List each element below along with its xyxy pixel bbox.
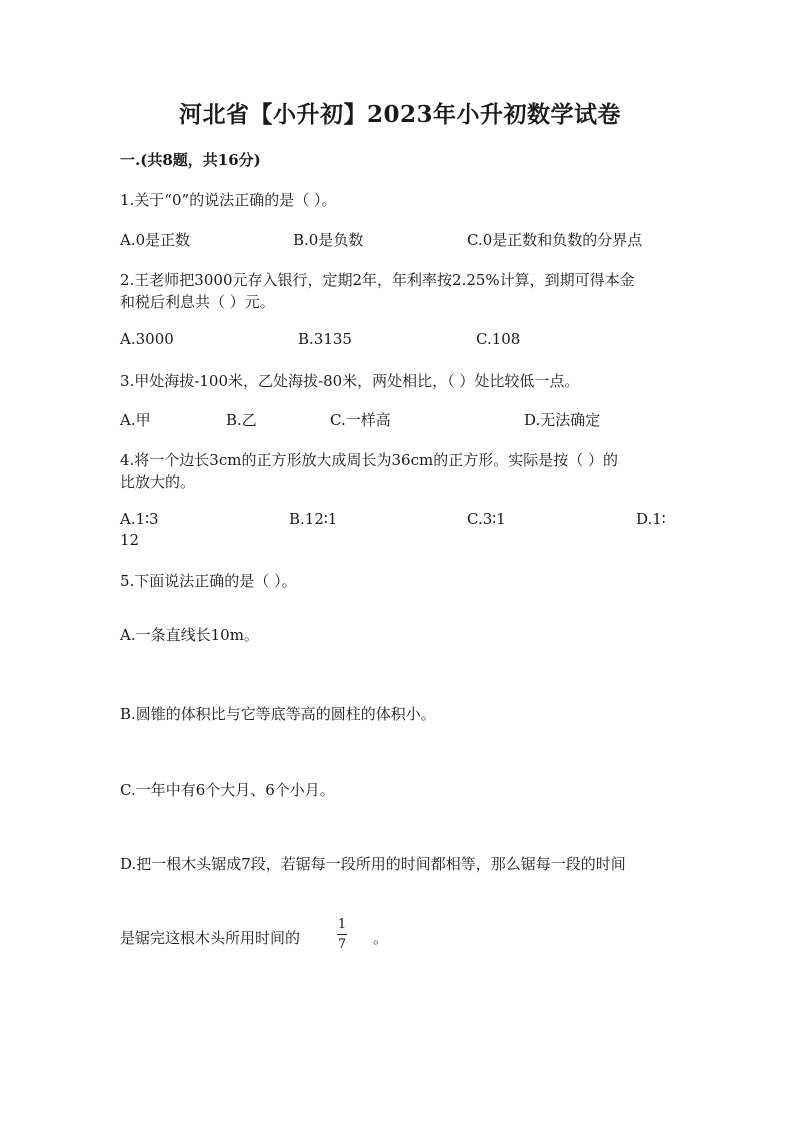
question-2-stem-line-1: 2.王老师把3000元存入银行，定期2年，年利率按2.25%计算，到期可得本金 [120, 271, 635, 289]
question-4-option-a[interactable]: A.1∶3 [120, 510, 159, 528]
question-4-option-d[interactable]: D.1∶ [636, 510, 666, 528]
question-3-stem: 3.甲处海拔-100米，乙处海拔-80米，两处相比，（ ）处比较低一点。 [120, 372, 580, 390]
question-2-stem-line-2: 和税后利息共（ ）元。 [120, 293, 275, 311]
section-header: 一.(共8题，共16分) [120, 151, 261, 169]
question-5-option-d[interactable]: D.把一根木头锯成7段，若锯每一段所用的时间都相等，那么锯每一段的时间 [120, 855, 626, 873]
question-1-option-a[interactable]: A.0是正数 [120, 231, 191, 249]
question-4-option-b[interactable]: B.12∶1 [289, 510, 338, 528]
fraction-one-seventh [337, 918, 347, 951]
question-5-option-d-end: 。 [373, 929, 389, 947]
question-1-option-c[interactable]: C.0是正数和负数的分界点 [467, 231, 643, 249]
question-5-option-c[interactable]: C.一年中有6个大月、6个小月。 [120, 781, 335, 799]
fraction-bar [337, 934, 347, 935]
question-3-option-d[interactable]: D.无法确定 [524, 411, 601, 429]
fraction-numerator: 1 [337, 917, 347, 932]
question-4-option-c[interactable]: C.3∶1 [467, 510, 506, 528]
question-3-option-a[interactable]: A.甲 [120, 411, 151, 429]
question-4-option-d-continuation: 12 [120, 531, 140, 549]
question-5-stem: 5.下面说法正确的是（ ）。 [120, 572, 297, 590]
fraction-denominator: 7 [337, 937, 347, 952]
question-1-option-b[interactable]: B.0是负数 [293, 231, 364, 249]
question-3-option-b[interactable]: B.乙 [226, 411, 257, 429]
question-3-option-c[interactable]: C.一样高 [330, 411, 391, 429]
question-2-option-c[interactable]: C.108 [476, 330, 521, 348]
question-2-option-a[interactable]: A.3000 [120, 330, 174, 348]
question-5-option-b[interactable]: B.圆锥的体积比与它等底等高的圆柱的体积小。 [120, 705, 436, 723]
question-4-stem-line-2: 比放大的。 [120, 473, 196, 491]
question-5-option-d-line-2: 是锯完这根木头所用时间的 [120, 929, 301, 947]
question-4-stem-line-1: 4.将一个边长3cm的正方形放大成周长为36cm的正方形。实际是按（ ）的 [120, 451, 618, 469]
question-5-option-a[interactable]: A.一条直线长10m。 [120, 626, 259, 644]
page-title: 河北省【小升初】2023年小升初数学试卷 [178, 101, 621, 128]
question-2-option-b[interactable]: B.3135 [298, 330, 352, 348]
question-1-stem: 1.关于“0”的说法正确的是（ ）。 [120, 191, 337, 209]
